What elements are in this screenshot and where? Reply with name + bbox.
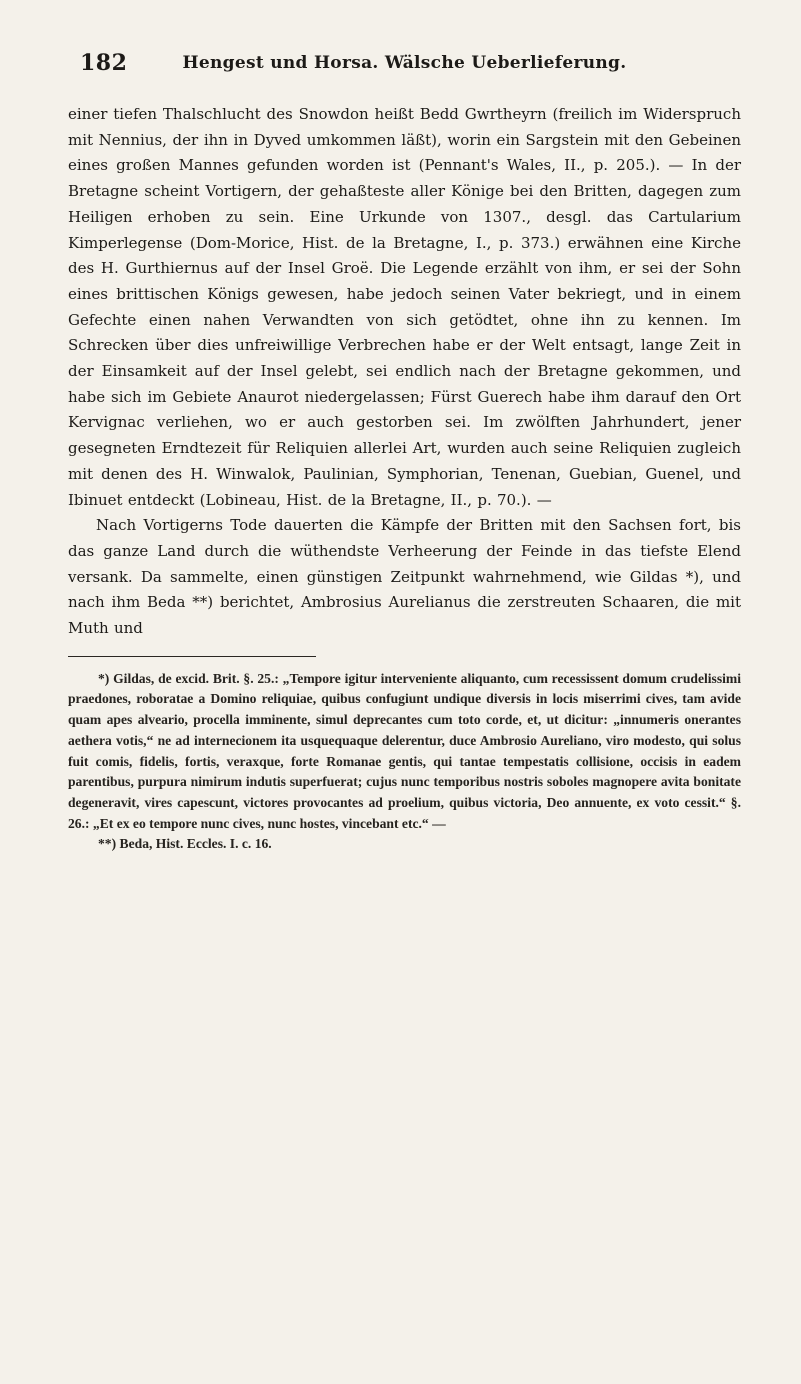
footnote-1: [68, 669, 741, 835]
footnotes: [68, 669, 741, 855]
footnote-2-marker: **): [98, 836, 117, 852]
footnote-2-text: Beda, Hist. Eccles. I. c. 16.: [119, 836, 272, 852]
running-head: [68, 50, 741, 80]
paragraph-1: einer tiefen Thalschlucht des Snowdon heißt Bedd Gwrtheyrn (freilich im Widerspruch mit Nennius, der ihn in Dyved umkommen läßt), worin ein Sargstein mit den Gebeinen eines großen Mannes gefunden worden ist (Pennant's Wales, II., p. 205.). — In der Bretagne scheint Vortigern, der gehaßteste aller Könige bei den Britten, dagegen zum Heiligen erhoben zu sein. Eine Urkunde von 1307., desgl. das Cartularium Kimperlegense (Dom-Morice, Hist. de la Bretagne, I., p. 373.) erwähnen eine Kirche des H. Gurthiernus auf der Insel Groë. Die Legende erzählt von ihm, er sei der Sohn eines brittischen Königs gewesen, habe jedoch seinen Vater bekriegt, und in einem Gefechte einen nahen Verwandten von sich getödtet, ohne ihn zu kennen. Im Schrecken über dies unfreiwillige Verbrechen habe er der Welt entsagt, lange Zeit in der Einsamkeit auf der Insel gelebt, sei endlich nach der Bretagne gekommen, und habe sich im Gebiete Anaurot niedergelassen; Fürst Guerech habe ihm darauf den Ort Kervignac verliehen, wo er auch gestorben sei. Im zwölften Jahrhundert, jener gesegneten Erndtezeit für Reliquien allerlei Art, wurden auch seine Reliquien zugleich mit denen des H. Winwalok, Paulinian, Symphorian, Tenenan, Guebian, Guenel, und Ibinuet entdeckt (Lobineau, Hist. de la Bretagne, II., p. 70.). —: [68, 105, 741, 509]
page-number: 182: [80, 50, 128, 76]
paragraph-2: Nach Vortigerns Tode dauerten die Kämpfe der Britten mit den Sachsen fort, bis das ganze Land durch die wüthendste Verheerung der Feinde in das tiefste Elend versank. Da sammelte, einen günstigen Zeitpunkt wahrnehmend, wie Gildas *), und nach ihm Beda **) berichtet, Ambrosius Aurelianus die zerstreuten Schaaren, die mit Muth und: [68, 516, 741, 638]
footnote-2: [68, 834, 741, 855]
main-text: [68, 102, 741, 642]
running-title: Hengest und Horsa. Wälsche Ueberlieferung.: [182, 53, 627, 73]
footnote-1-marker: *): [98, 670, 110, 686]
footnote-1-text: Gildas, de excid. Brit. §. 25.: „Tempore igitur interveniente aliquanto, cum recessissent domum crudelissimi praedones, roboratae a Domino reliquiae, quibus confugiunt undique diversis in locis miserrimi cives, tam avide quam apes alveario, procella imminente, simul deprecantes cum toto corde, et, ut dicitur: „innumeris onerantes aethera votis,“ ne ad internecionem ita usquequaque delerentur, duce Ambrosio Aureliano, viro modesto, qui solus fuit comis, fidelis, fortis, veraxque, forte Romanae gentis, qui tantae tempestatis collisione, occisis in eadem parentibus, purpura nimirum indutis superfuerat; cujus nunc temporibus nostris soboles magnopere avita bonitate degeneravit, vires capescunt, victores provocantes ad proelium, quibus victoria, Deo annuente, ex voto cessit.“ §. 26.: „Et ex eo tempore nunc cives, nunc hostes, vincebant etc.“ —: [68, 670, 741, 831]
footnote-divider: [68, 656, 316, 657]
